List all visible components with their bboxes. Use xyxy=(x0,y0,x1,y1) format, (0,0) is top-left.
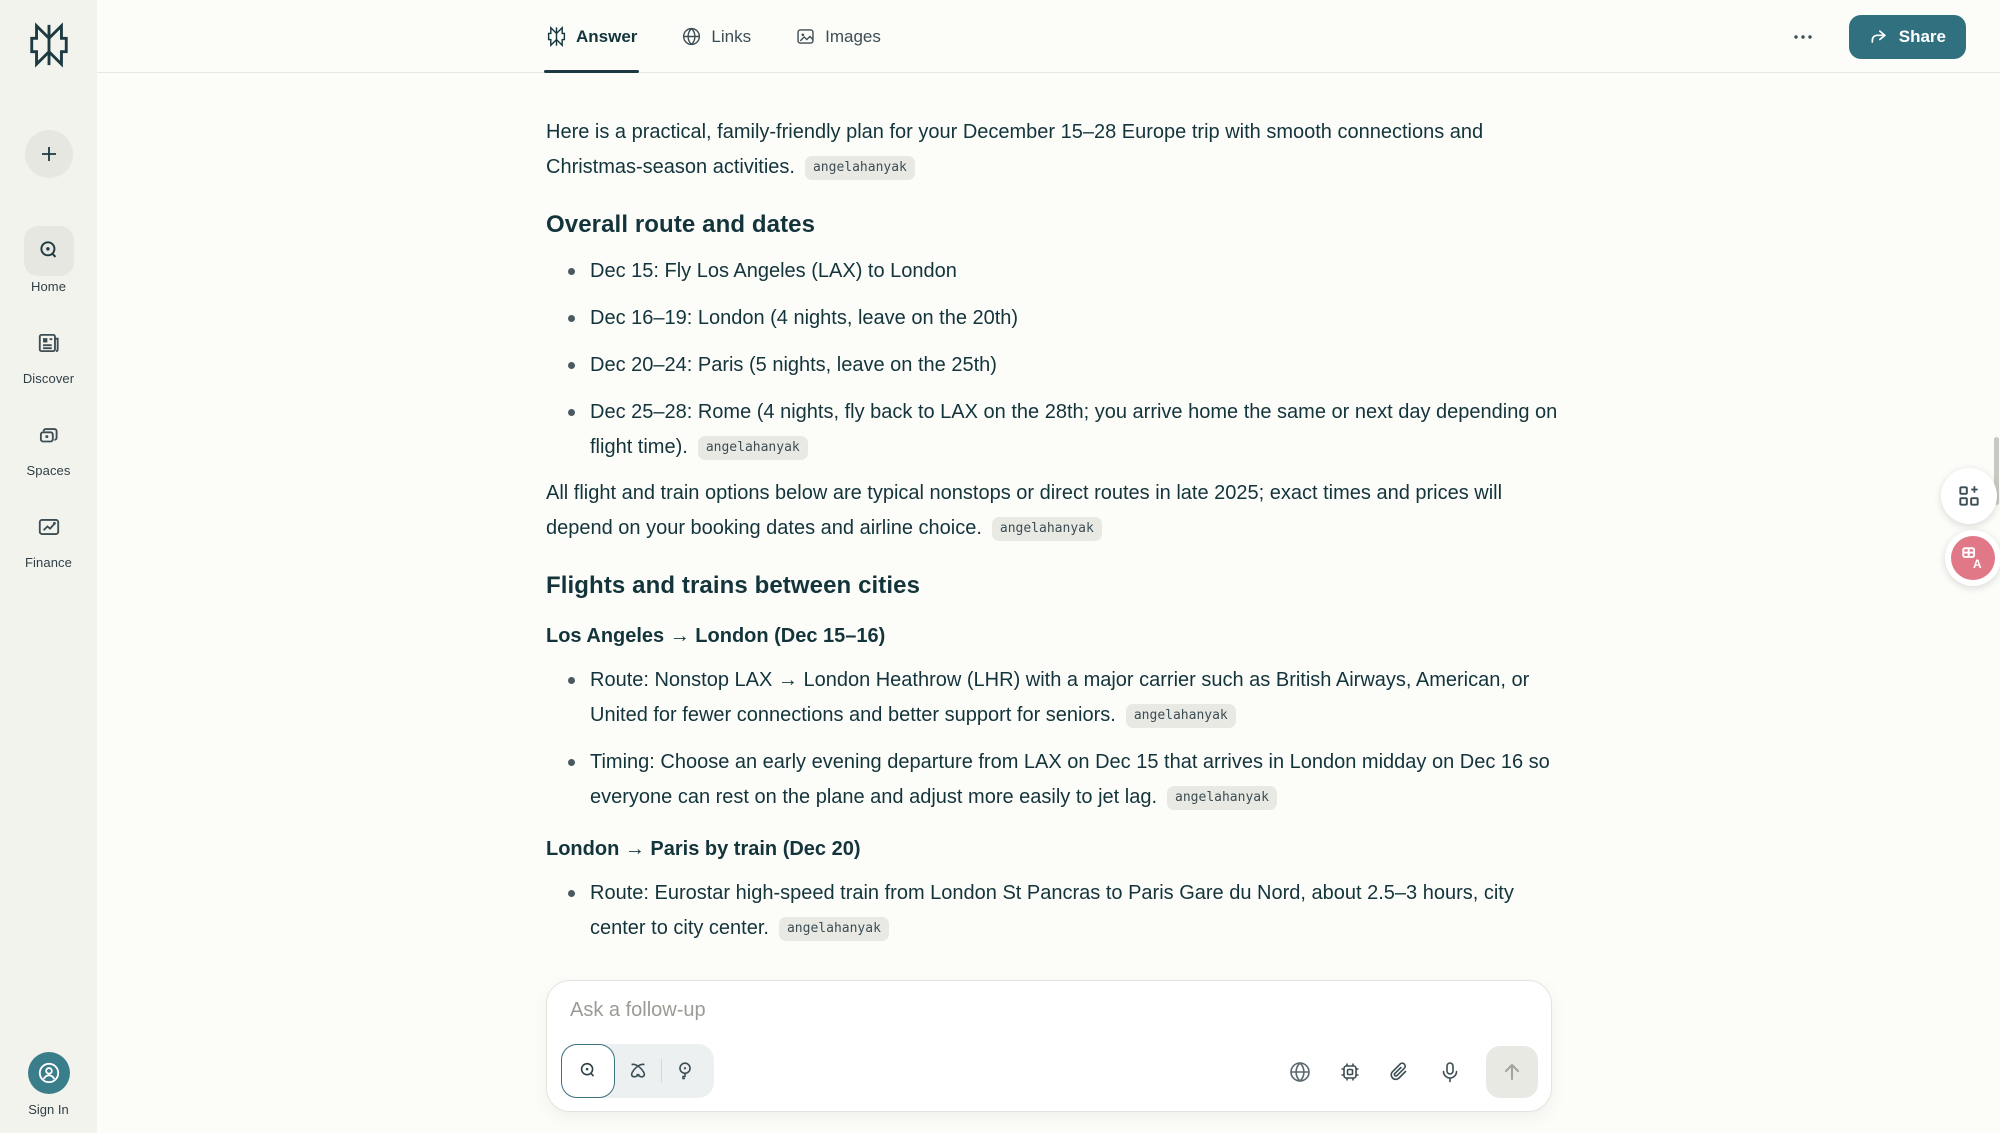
spaces-icon xyxy=(24,410,74,460)
citation-badge[interactable]: angelahanyak xyxy=(992,517,1102,541)
share-arrow-icon xyxy=(1869,27,1889,47)
note-text: All flight and train options below are typical nonstops or direct routes in late 2025; exact times and prices will depend on your booking dates and airline choice. xyxy=(546,482,1503,539)
share-button[interactable] xyxy=(1849,15,1966,59)
bullet-text: Route: Eurostar high-speed train from London St Pancras to Paris Gare du Nord, about 2.5–3 hours, city center to city center. xyxy=(590,882,1514,939)
list-item xyxy=(546,254,1558,289)
sidebar-item-label: Spaces xyxy=(26,463,71,478)
finance-chart-icon xyxy=(24,502,74,552)
list-item xyxy=(546,745,1558,815)
bullet-text: Dec 20–24: Paris (5 nights, leave on the 25th) xyxy=(590,354,997,376)
bullet-text: Dec 16–19: London (4 nights, leave on the 20th) xyxy=(590,307,1019,329)
subheading-london-paris: London → Paris by train (Dec 20) xyxy=(546,838,861,860)
sidebar-item-discover[interactable] xyxy=(23,318,74,386)
arrow-up-icon xyxy=(1500,1060,1524,1084)
tab-images[interactable] xyxy=(795,0,881,73)
new-thread-button[interactable] xyxy=(25,130,73,178)
extension-widgets-button[interactable] xyxy=(1941,468,1997,524)
list-item xyxy=(546,876,1558,946)
ellipsis-icon xyxy=(1791,25,1815,49)
citation-badge[interactable]: angelahanyak xyxy=(698,436,808,460)
sign-in-button[interactable] xyxy=(0,1052,97,1117)
microphone-icon xyxy=(1438,1060,1462,1084)
newspaper-icon xyxy=(24,318,74,368)
perplexity-answer-icon xyxy=(546,26,567,47)
paperclip-icon xyxy=(1388,1060,1412,1084)
plus-icon xyxy=(37,142,61,166)
attach-file-button[interactable] xyxy=(1378,1050,1422,1094)
tab-answer[interactable] xyxy=(546,0,637,73)
citation-badge[interactable]: angelahanyak xyxy=(1126,704,1236,728)
submit-button[interactable] xyxy=(1486,1046,1538,1098)
sidebar-item-spaces[interactable] xyxy=(24,410,74,478)
insight-mode-button[interactable] xyxy=(662,1044,708,1098)
tab-bar xyxy=(546,0,881,73)
intro-text: Here is a practical, family-friendly plan for your December 15–28 Europe trip with smooth connections and Christmas-season activities. xyxy=(546,121,1484,178)
model-select-button[interactable] xyxy=(1328,1050,1372,1094)
section-heading-route: Overall route and dates xyxy=(546,211,816,238)
followup-composer xyxy=(546,980,1552,1112)
globe-icon xyxy=(1288,1060,1312,1084)
more-options-button[interactable] xyxy=(1785,19,1821,55)
sign-in-label: Sign In xyxy=(28,1102,69,1117)
perplexity-logo-icon[interactable] xyxy=(26,22,72,68)
bullet-text: Route: Nonstop LAX → London Heathrow (LHR) with a major carrier such as British Airways, American, or United for fewer connections and better support for seniors. xyxy=(590,669,1530,726)
share-label: Share xyxy=(1898,26,1946,46)
sidebar xyxy=(0,0,97,1133)
svg-text:A: A xyxy=(1973,556,1982,571)
cpu-chip-icon xyxy=(1338,1060,1362,1084)
voice-input-button[interactable] xyxy=(1428,1050,1472,1094)
atom-orbit-icon xyxy=(627,1060,649,1082)
section-heading-flights: Flights and trains between cities xyxy=(546,572,921,599)
bullet-text: Dec 15: Fly Los Angeles (LAX) to London xyxy=(590,260,957,282)
answer-content xyxy=(546,73,1558,946)
route-bullet-list xyxy=(546,254,1558,465)
citation-badge[interactable]: angelahanyak xyxy=(779,917,889,941)
tab-links-label: Links xyxy=(711,26,752,46)
tab-links[interactable] xyxy=(681,0,751,73)
bullet-text: Timing: Choose an early evening departure from LAX on Dec 15 that arrives in London midday on Dec 16 so everyone can rest on the plane and adjust more easily to jet lag. xyxy=(590,751,1550,808)
sidebar-item-label: Finance xyxy=(25,555,72,570)
subheading-lax-london: Los Angeles → London (Dec 15–16) xyxy=(546,625,886,647)
globe-icon xyxy=(681,26,702,47)
list-item xyxy=(546,663,1558,733)
lightbulb-icon xyxy=(674,1060,696,1082)
research-mode-button[interactable] xyxy=(615,1044,661,1098)
citation-badge[interactable]: angelahanyak xyxy=(805,156,915,180)
answer-header xyxy=(97,0,2000,73)
tab-images-label: Images xyxy=(825,26,881,46)
translate-icon xyxy=(1951,536,1995,580)
london-paris-bullet-list xyxy=(546,876,1558,946)
lax-london-bullet-list xyxy=(546,663,1558,815)
sidebar-item-home[interactable] xyxy=(24,226,74,294)
intro-paragraph xyxy=(546,115,1558,185)
list-item xyxy=(546,348,1558,383)
flights-note-paragraph xyxy=(546,476,1558,546)
composer-tools xyxy=(1278,1046,1538,1098)
translate-button[interactable] xyxy=(1945,530,2000,586)
followup-input[interactable]: Ask a follow-up xyxy=(570,999,706,1021)
search-mode-button[interactable] xyxy=(561,1044,615,1098)
image-icon xyxy=(795,26,816,47)
search-icon xyxy=(577,1060,599,1082)
bullet-text: Dec 25–28: Rome (4 nights, fly back to LAX on the 28th; you arrive home the same or next day depending on flight time). xyxy=(590,401,1558,458)
sources-web-button[interactable] xyxy=(1278,1050,1322,1094)
list-item xyxy=(546,301,1558,336)
tab-answer-label: Answer xyxy=(576,26,638,46)
sidebar-item-finance[interactable] xyxy=(24,502,74,570)
search-home-icon xyxy=(24,226,74,276)
sidebar-item-label: Home xyxy=(30,279,67,294)
list-item xyxy=(546,395,1558,465)
sidebar-item-label: Discover xyxy=(22,371,75,386)
user-avatar-icon xyxy=(28,1052,70,1094)
widgets-sparkle-icon xyxy=(1956,483,1982,509)
search-mode-group xyxy=(561,1044,714,1098)
citation-badge[interactable]: angelahanyak xyxy=(1167,786,1277,810)
